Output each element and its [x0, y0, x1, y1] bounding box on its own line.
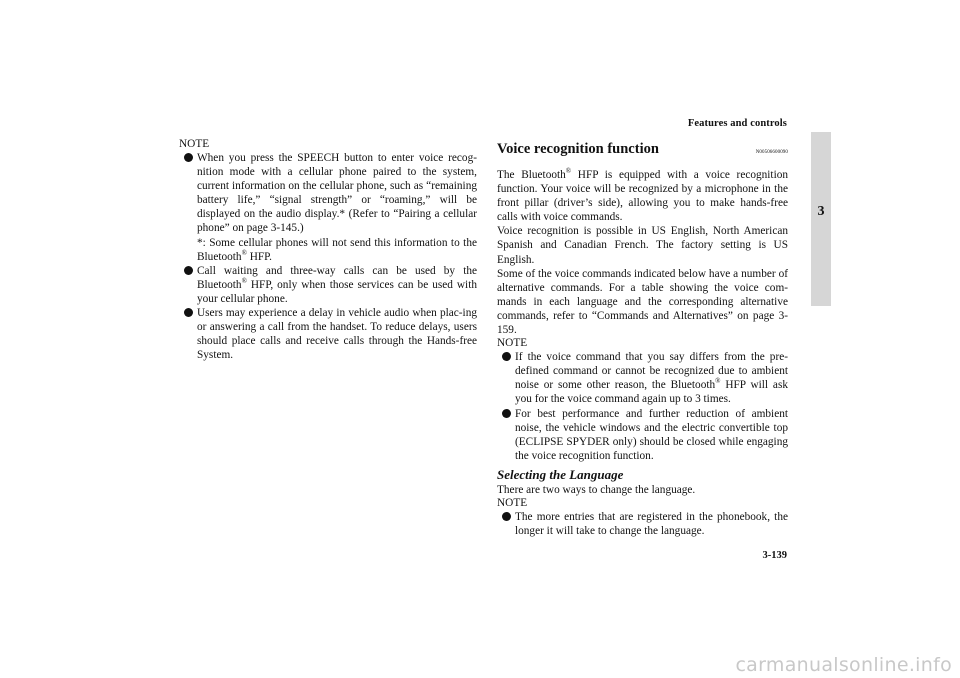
- note-bullet-text: [515, 350, 788, 406]
- running-header: Features and controls: [687, 118, 787, 129]
- chapter-number: 3: [817, 204, 825, 219]
- chapter-tab: [811, 132, 831, 306]
- note-bullet-text: The more entries that are registered in the phonebook, the longer it will take to change the language.: [515, 510, 788, 538]
- bullet-icon: [502, 409, 511, 418]
- body-paragraph: Voice recognition is possible in US English, North American Spanish and Canadian French. The factory setting is US English.: [497, 225, 788, 266]
- note-bullet: [497, 350, 788, 406]
- paragraph-prefix: The Bluetooth: [497, 169, 566, 181]
- note-bullet-text: [197, 264, 477, 306]
- note-bullet-text: Users may experience a delay in vehicle audio when plac-ing or answering a call from the handset. To reduce delays, users should place calls and receive calls through the Hands-free System.: [197, 307, 477, 362]
- left-column: [179, 138, 477, 362]
- body-paragraph: Some of the voice commands indicated below have a number of alternative commands. For a table showing the voice com-mands in each language and the corresponding alternative commands, refer to “Commands and Alternatives” on page 3-159.: [497, 267, 788, 337]
- bullet-icon: [184, 308, 193, 317]
- note-label: NOTE: [497, 337, 528, 350]
- section-heading: [497, 140, 788, 162]
- footnote: [197, 236, 477, 264]
- page-number: 3-139: [762, 550, 787, 561]
- note-bullet: [497, 407, 788, 463]
- watermark-logo: carmanualsonline.info: [735, 654, 952, 676]
- note-bullet-text: When you press the SPEECH button to enter voice recog-nition mode with a cellular phone paired to the system, current information on the cellular phone, such as “remaining battery life,” “signal strength” or “roaming,” will be displayed on the audio display.* (Refer to “Pairing a cellular phone” on page 3-145.): [197, 152, 477, 235]
- body-paragraph: [497, 168, 788, 224]
- section-code: N00506600090: [755, 150, 788, 155]
- footnote-suffix: HFP.: [246, 250, 273, 263]
- registered-mark: ®: [565, 167, 572, 176]
- bullet-icon: [184, 266, 193, 275]
- bullet-text-suffix: HFP, only when those services can be used with your cellular phone.: [197, 278, 477, 305]
- note-label: NOTE: [179, 138, 210, 150]
- paragraph-suffix: HFP is equipped with a voice recognition function. Your voice will be recognized by a microphone in the front pillar (driver’s side), allowing you to make hands-free calls with voice commands.: [497, 169, 789, 224]
- bullet-text-prefix: Call waiting and three-way calls can be used by the Bluetooth: [197, 264, 477, 291]
- body-paragraph: There are two ways to change the language.: [497, 483, 696, 496]
- note-bullet: [179, 306, 477, 362]
- right-column: [497, 140, 788, 538]
- note-bullet: [497, 510, 788, 538]
- registered-mark: ®: [715, 377, 721, 386]
- bullet-text-suffix: HFP will ask you for the voice command again up to 3 times.: [515, 379, 788, 406]
- bullet-icon: [184, 153, 193, 162]
- bullet-text-prefix: If the voice command that you say differs from the pre-defined command or cannot be recognized due to ambient noise or some other reason, the Bluetooth: [515, 351, 788, 392]
- bullet-icon: [502, 352, 511, 361]
- note-label: NOTE: [497, 496, 528, 509]
- note-bullet: [179, 264, 477, 306]
- bullet-icon: [502, 512, 511, 521]
- subsection-title: Selecting the Language: [497, 466, 624, 482]
- note-bullet-text: For best performance and further reduction of ambient noise, the vehicle windows and the electric convertible top (ECLIPSE SPYDER only) should be closed while engaging the voice recognition function.: [515, 407, 788, 462]
- note-bullet: [179, 151, 477, 264]
- registered-mark: ®: [241, 248, 247, 257]
- registered-mark: ®: [241, 277, 247, 286]
- section-title: Voice recognition function: [497, 141, 659, 157]
- footnote-text: *: Some cellular phones will not send this information to the Bluetooth: [197, 236, 477, 263]
